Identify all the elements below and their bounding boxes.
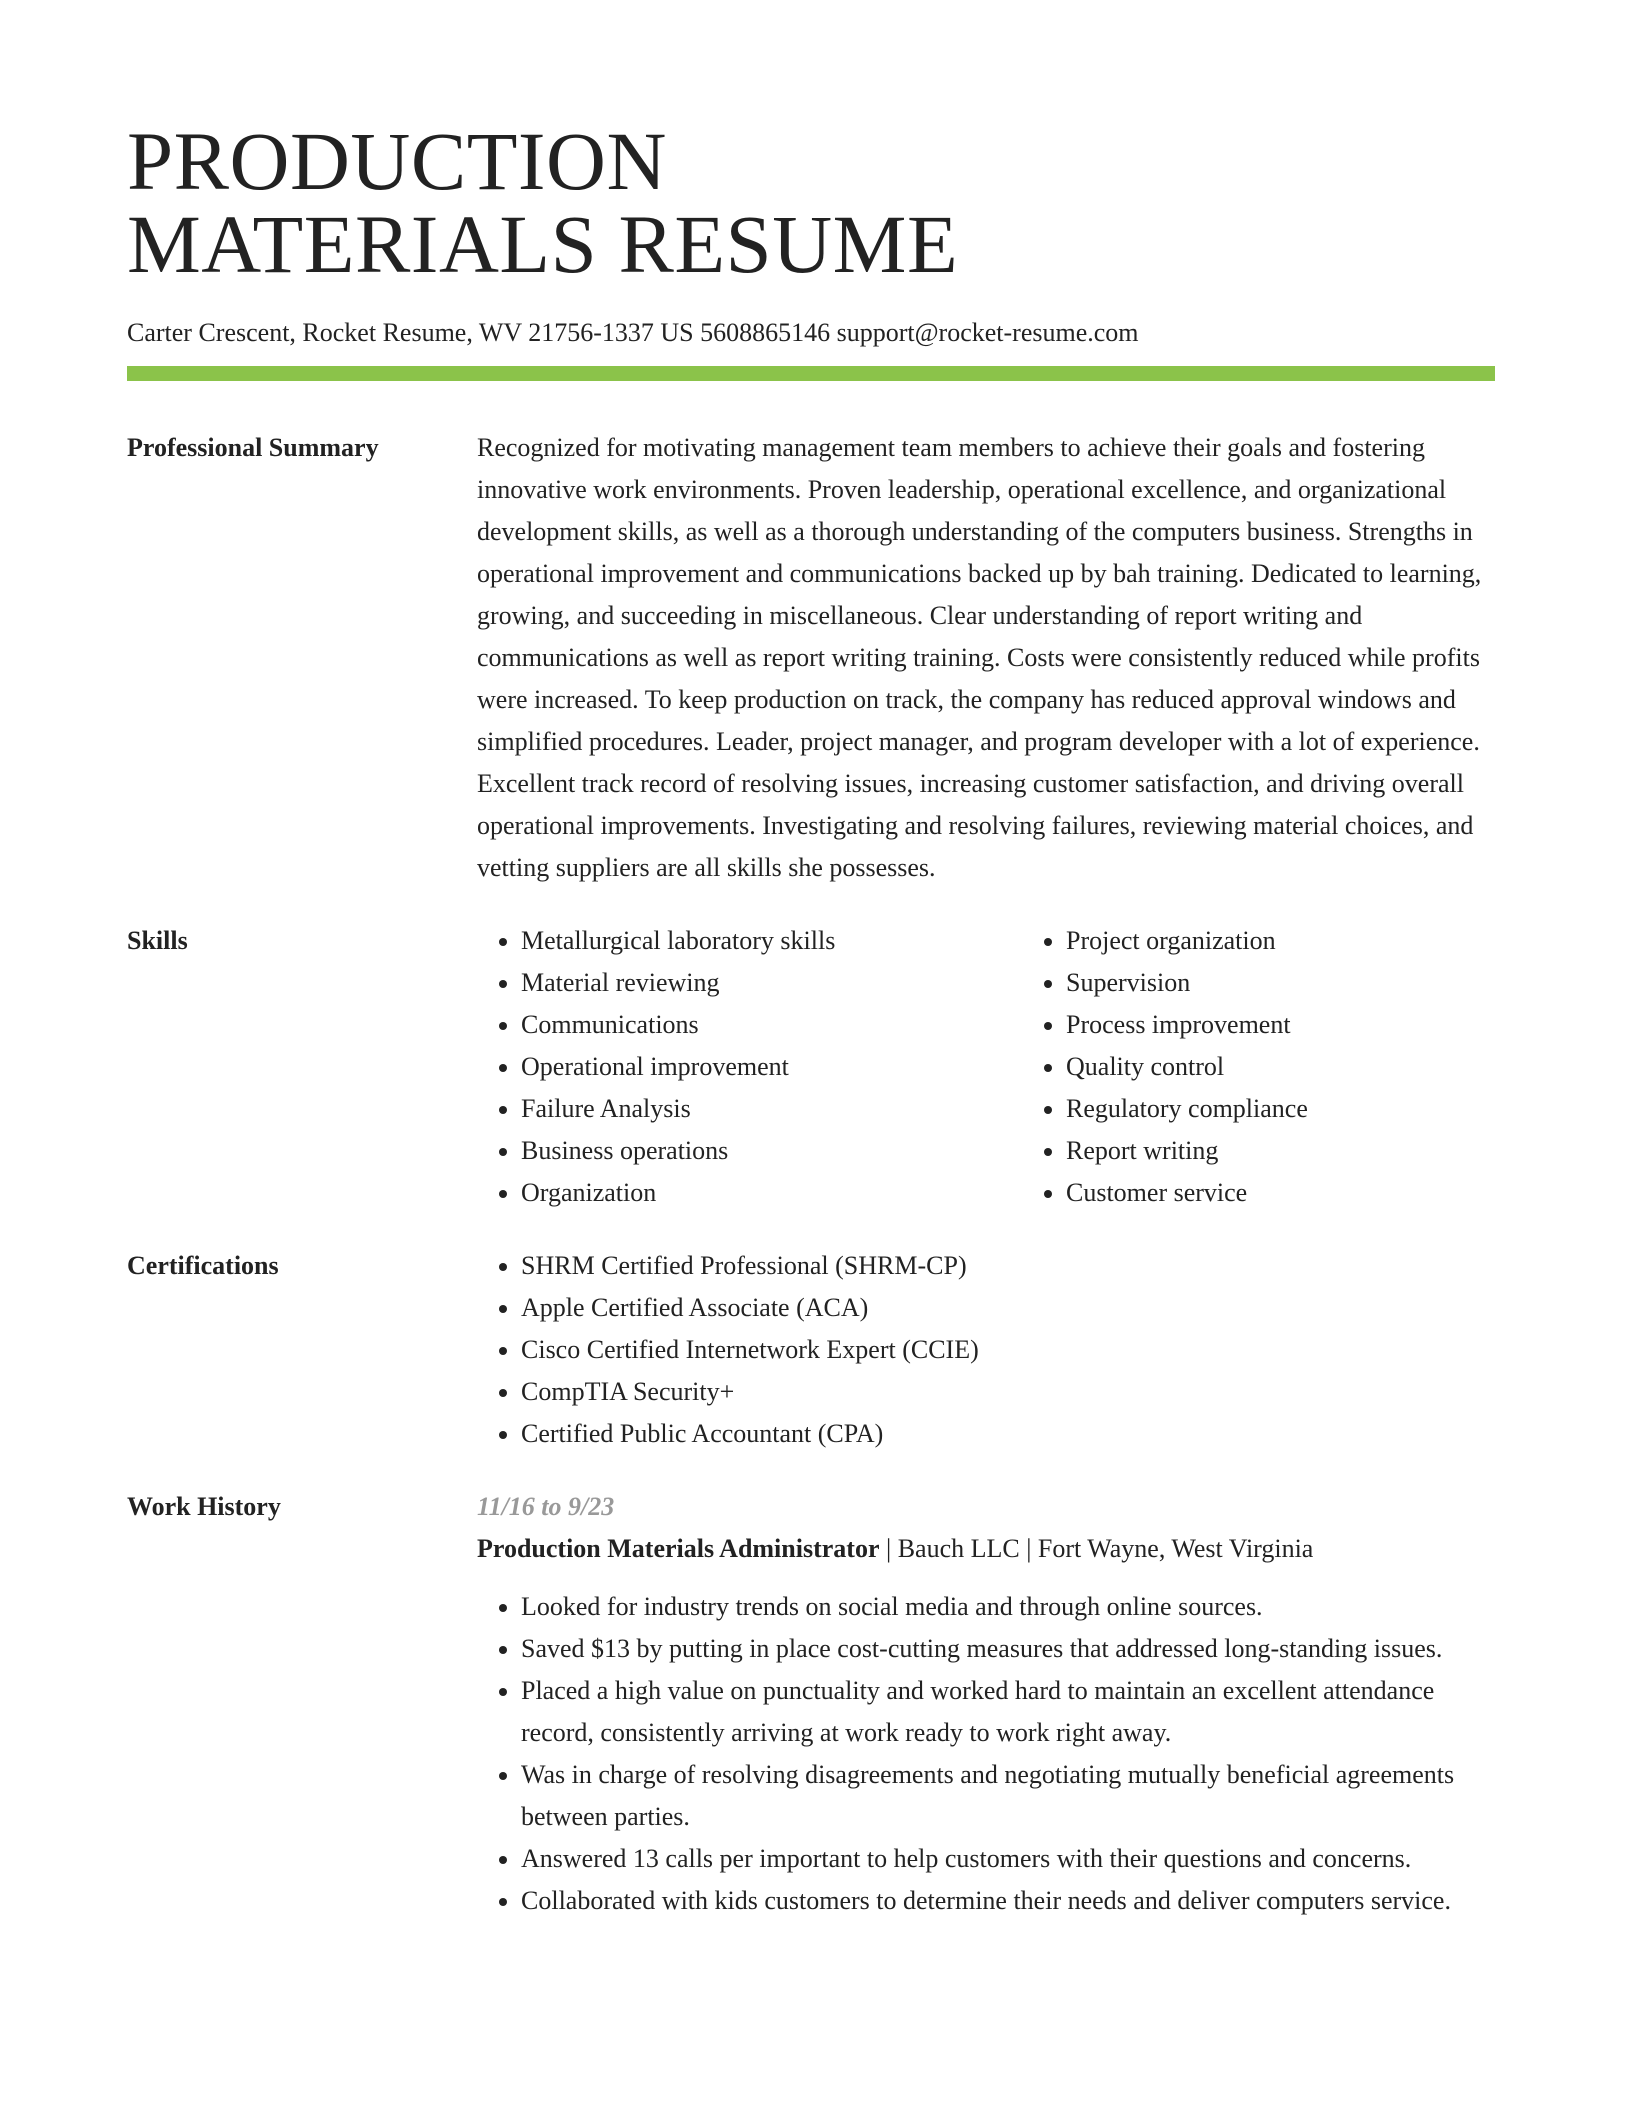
certification-item: • CompTIA Security+	[521, 1371, 1495, 1413]
resume-page	[127, 115, 1495, 1922]
skill-item: • Process improvement	[1066, 1004, 1567, 1046]
title-line-2: MATERIALS RESUME	[127, 198, 959, 290]
job-bullet: • Answered 13 calls per important to help customers with their questions and concerns.	[521, 1838, 1495, 1880]
skill-item: • Failure Analysis	[521, 1088, 1022, 1130]
skill-item: • Quality control	[1066, 1046, 1567, 1088]
job-heading	[477, 1528, 1495, 1570]
job-bullet: • Looked for industry trends on social media and through online sources.	[521, 1586, 1495, 1628]
work-history-heading: Work History	[127, 1492, 281, 1521]
title-line-1: PRODUCTION	[127, 115, 667, 207]
job-bullet: • Saved $13 by putting in place cost-cutting measures that addressed long-standing issues.	[521, 1628, 1495, 1670]
skills-list-right	[1022, 920, 1567, 1214]
accent-divider	[127, 366, 1495, 381]
resume-header	[127, 115, 1495, 381]
skills-heading: Skills	[127, 926, 188, 955]
job-title: Production Materials Administrator	[477, 1534, 880, 1563]
job-details: | Bauch LLC | Fort Wayne, West Virginia	[879, 1534, 1314, 1563]
job-dates: 11/16 to 9/23	[477, 1492, 615, 1521]
skill-item: • Metallurgical laboratory skills	[521, 920, 1022, 962]
skill-item: • Material reviewing	[521, 962, 1022, 1004]
job-entry	[477, 1486, 1495, 1922]
resume-title	[127, 115, 1495, 290]
job-bullet: • Collaborated with kids customers to determine their needs and deliver computers service.	[521, 1880, 1495, 1922]
job-bullet: • Placed a high value on punctuality and worked hard to maintain an excellent attendance record, consistently arriving at work ready to work right away.	[521, 1670, 1495, 1754]
skills-section	[127, 920, 1495, 1214]
certification-item: • SHRM Certified Professional (SHRM-CP)	[521, 1245, 1495, 1287]
skill-item: • Organization	[521, 1172, 1022, 1214]
certifications-heading: Certifications	[127, 1251, 279, 1280]
skill-item: • Operational improvement	[521, 1046, 1022, 1088]
contact-info: Carter Crescent, Rocket Resume, WV 21756-1337 US 5608865146 support@rocket-resume.com	[127, 318, 1139, 347]
skill-item: • Communications	[521, 1004, 1022, 1046]
skill-item: • Regulatory compliance	[1066, 1088, 1567, 1130]
certification-item: • Apple Certified Associate (ACA)	[521, 1287, 1495, 1329]
certification-item: • Certified Public Accountant (CPA)	[521, 1413, 1495, 1455]
skill-item: • Business operations	[521, 1130, 1022, 1172]
summary-heading: Professional Summary	[127, 433, 379, 462]
certification-item: • Cisco Certified Internetwork Expert (CCIE)	[521, 1329, 1495, 1371]
job-bullet: • Was in charge of resolving disagreements and negotiating mutually beneficial agreements between parties.	[521, 1754, 1495, 1838]
summary-section	[127, 427, 1495, 889]
skills-list-left	[477, 920, 1022, 1214]
certifications-section	[127, 1245, 1495, 1455]
job-bullets	[477, 1586, 1495, 1922]
skill-item: • Supervision	[1066, 962, 1567, 1004]
skill-item: • Report writing	[1066, 1130, 1567, 1172]
skill-item: • Customer service	[1066, 1172, 1567, 1214]
skill-item: • Project organization	[1066, 920, 1567, 962]
work-history-section	[127, 1486, 1495, 1922]
summary-text: Recognized for motivating management team members to achieve their goals and fostering innovative work environments. Proven leadership, operational excellence, and organizational development skills, as well as a thorough understanding of the computers business. Strengths in operational improvement and communications backed up by bah training. Dedicated to learning, growing, and succeeding in miscellaneous. Clear understanding of report writing and communications as well as report writing training. Costs were consistently reduced while profits were increased. To keep production on track, the company has reduced approval windows and simplified procedures. Leader, project manager, and program developer with a lot of experience. Excellent track record of resolving issues, increasing customer satisfaction, and driving overall operational improvements. Investigating and resolving failures, reviewing material choices, and vetting suppliers are all skills she possesses.	[477, 433, 1482, 882]
certifications-list	[477, 1245, 1495, 1455]
